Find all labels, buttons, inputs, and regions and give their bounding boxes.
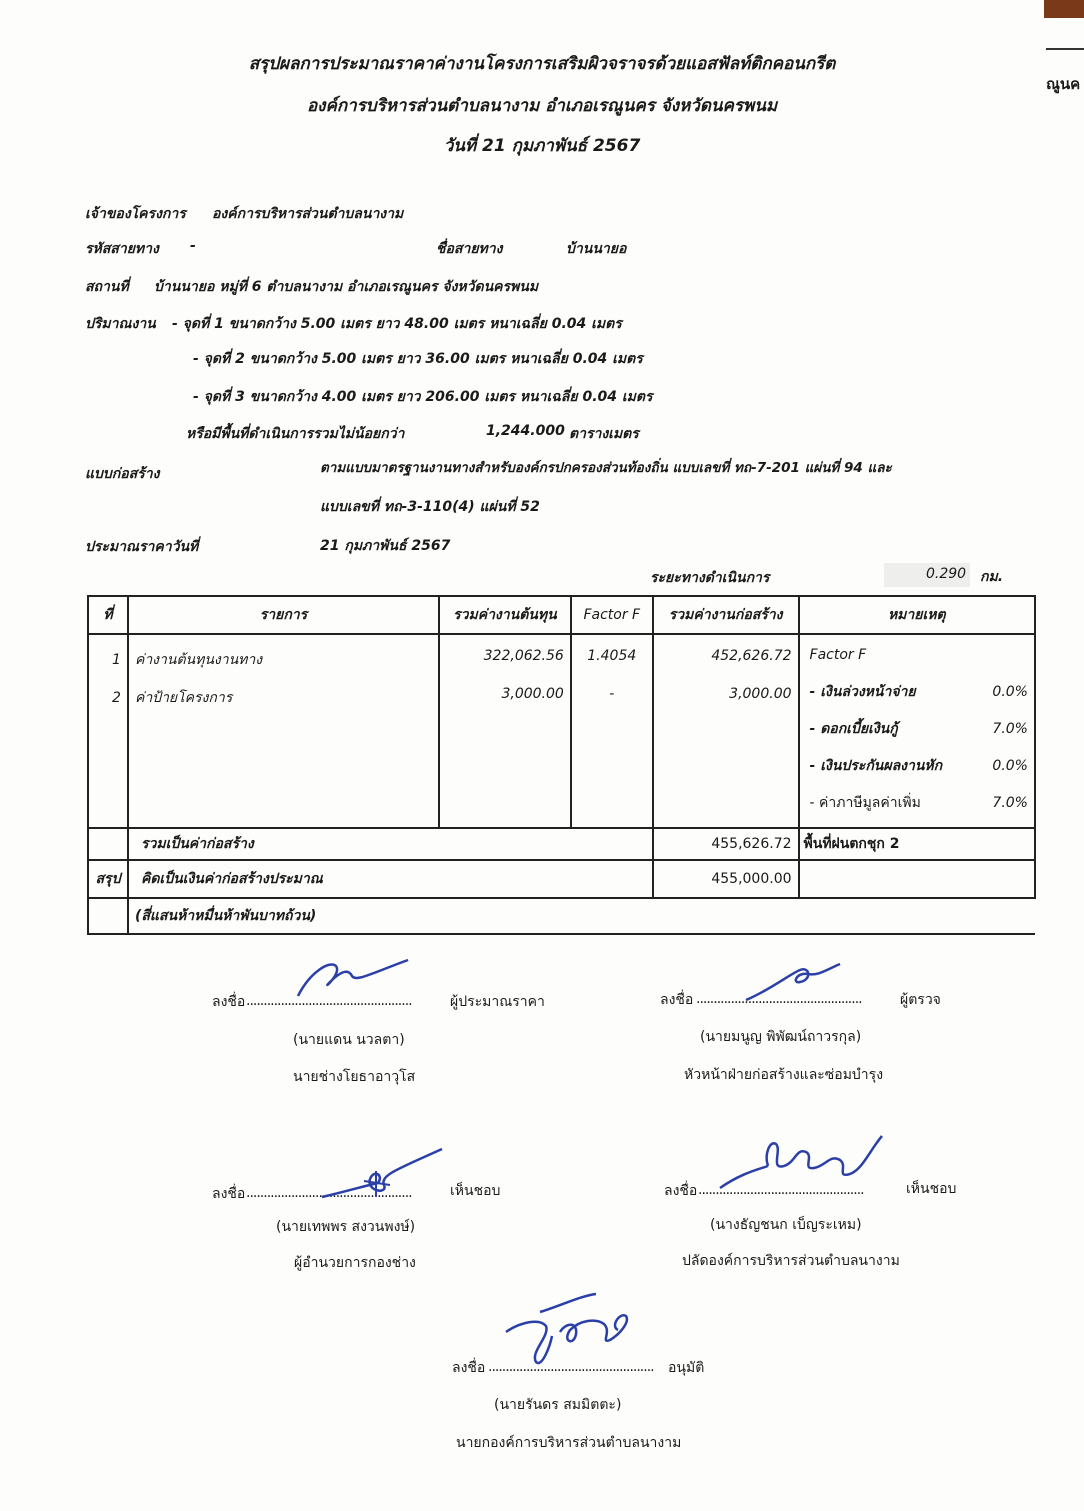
- sign-4-dots: ................................................: [698, 1182, 864, 1198]
- sign-1-dots: ................................................: [246, 993, 412, 1009]
- summary-remark-cell: [799, 860, 1035, 898]
- zone-label: พื้นที่ฝนตกชุก 2: [799, 828, 1035, 860]
- sign-1-name: (นายแดน นวลตา): [293, 1032, 405, 1048]
- sign-4-role: เห็นชอบ: [906, 1181, 957, 1197]
- row-2-factor: -: [609, 686, 615, 702]
- route-code-label: รหัสสายทาง: [85, 241, 159, 257]
- row-1-construct: 452,626.72: [711, 648, 792, 664]
- signature-3-mark: [318, 1145, 448, 1205]
- row-1-no: 1: [112, 652, 121, 668]
- rows-cost: [439, 634, 571, 828]
- table-body-row: [88, 634, 1035, 828]
- page-edge-shadow: [1044, 0, 1084, 18]
- signature-4-mark: [710, 1130, 890, 1200]
- total-value: 455,626.72: [653, 828, 799, 860]
- row-2-construct: 3,000.00: [729, 686, 792, 702]
- sign-3-name: (นายเทพพร สงวนพงษ์): [276, 1219, 416, 1235]
- route-code-value: -: [190, 238, 196, 254]
- summary-label: สรุป: [88, 860, 128, 898]
- rows-no: [88, 634, 128, 828]
- sign-4-name: (นางธัญชนก เบ็ญระเหม): [710, 1217, 862, 1233]
- row-2-item: ค่าป้ายโครงการ: [134, 690, 233, 706]
- rows-construct: [653, 634, 799, 828]
- edge-divider: [1046, 48, 1084, 50]
- distance-label: ระยะทางดำเนินการ: [650, 570, 770, 586]
- owner-label: เจ้าของโครงการ: [85, 206, 186, 222]
- sign-1-role: ผู้ประมาณราคา: [450, 994, 545, 1010]
- summary-value: 455,000.00: [653, 860, 799, 898]
- area-unit: ตารางเมตร: [569, 426, 639, 442]
- sign-1-position: นายช่างโยธาอาวุโส: [293, 1069, 416, 1085]
- sign-3-position: ผู้อำนวยการกองช่าง: [294, 1255, 416, 1271]
- area-label: หรือมีพื้นที่ดำเนินการรวมไม่น้อยกว่า: [186, 426, 405, 442]
- remark-label: - ดอกเบี้ยเงินกู้: [809, 721, 898, 737]
- remark-value: 0.0%: [992, 684, 1028, 700]
- owner-value: องค์การบริหารส่วนตำบลนางาม: [212, 206, 404, 222]
- remark-label: - เงินประกันผลงานหัก: [809, 758, 943, 774]
- rows-factor: [571, 634, 653, 828]
- remark-item: [810, 785, 1028, 822]
- col-cost: รวมค่างานต้นทุน: [439, 596, 571, 634]
- row-2-no: 2: [112, 690, 121, 706]
- remark-label: - เงินล่วงหน้าจ่าย: [809, 684, 916, 700]
- sign-2-name: (นายมนูญ พิพัฒน์ถาวรกุล): [700, 1029, 862, 1045]
- remark-value: 7.0%: [992, 795, 1028, 811]
- sign-4-position: ปลัดองค์การบริหารส่วนตำบลนางาม: [682, 1253, 900, 1269]
- sign-2-role: ผู้ตรวจ: [900, 992, 941, 1008]
- signature-1-mark: [290, 952, 420, 1002]
- row-1-factor: 1.4054: [587, 648, 637, 664]
- remark-title: Factor F: [809, 647, 867, 663]
- estimate-date-value: 21 กุมภาพันธ์ 2567: [320, 538, 451, 554]
- total-label: รวมเป็นค่าก่อสร้าง: [128, 828, 653, 860]
- location-value: บ้านนายอ หมู่ที่ 6 ตำบลนางาม อำเภอเรณูนคร จังหวัดนครพนม: [154, 279, 539, 295]
- sign-2-dots: ................................................: [696, 991, 862, 1007]
- col-factor: Factor F: [571, 596, 653, 634]
- sign-2-prefix: ลงชื่อ: [660, 992, 694, 1008]
- route-name-label: ชื่อสายทาง: [436, 241, 503, 257]
- edge-text: ณูนค: [1046, 75, 1081, 93]
- col-item: รายการ: [128, 596, 439, 634]
- remark-item: [810, 748, 1028, 785]
- location-label: สถานที่: [85, 279, 129, 295]
- row-1-item: ค่างานต้นทุนงานทาง: [134, 652, 263, 668]
- remark-value: 0.0%: [992, 758, 1028, 774]
- total-no-cell: [88, 828, 128, 860]
- header-org: องค์การบริหารส่วนตำบลนางาม อำเภอเรณูนคร จังหวัดนครพนม: [306, 96, 778, 116]
- estimate-date-label: ประมาณราคาวันที่: [85, 539, 199, 555]
- sign-5-name: (นายรันดร สมมิตตะ): [494, 1397, 622, 1413]
- sign-4-prefix: ลงชื่อ: [664, 1183, 698, 1199]
- remark-item: [810, 674, 1028, 711]
- total-row: [88, 828, 1035, 860]
- summary-row: [88, 860, 1035, 898]
- distance-value: 0.290: [926, 566, 967, 582]
- sign-5-prefix: ลงชื่อ: [452, 1360, 486, 1376]
- words-no-cell: [88, 898, 128, 934]
- sign-3-dots: ................................................: [246, 1185, 412, 1201]
- area-value: 1,244.000: [486, 423, 565, 439]
- sign-3-prefix: ลงชื่อ: [212, 1186, 246, 1202]
- design-line-1: ตามแบบมาตรฐานงานทางสำหรับองค์กรปกครองส่วนท้องถิ่น แบบเลขที่ ทถ-7-201 แผ่นที่ 94 และ: [320, 460, 892, 476]
- point-3: - จุดที่ 3 ขนาดกว้าง 4.00 เมตร ยาว 206.00 เมตร หนาเฉลี่ย 0.04 เมตร: [193, 389, 653, 405]
- sign-5-position: นายกองค์การบริหารส่วนตำบลนางาม: [456, 1435, 682, 1451]
- design-line-2: แบบเลขที่ ทถ-3-110(4) แผ่นที่ 52: [320, 499, 540, 515]
- route-name-value: บ้านนายอ: [566, 241, 627, 257]
- signature-2-mark: [740, 960, 850, 1005]
- sign-5-dots: ................................................: [488, 1359, 654, 1375]
- row-2-cost: 3,000.00: [501, 686, 564, 702]
- remark-label: - ค่าภาษีมูลค่าเพิ่ม: [809, 795, 921, 811]
- summary-item: คิดเป็นเงินค่าก่อสร้างประมาณ: [128, 860, 653, 898]
- rows-remark: [799, 634, 1035, 828]
- remark-item: [810, 711, 1028, 748]
- design-label: แบบก่อสร้าง: [85, 466, 160, 482]
- quantity-label: ปริมาณงาน: [85, 316, 156, 332]
- col-remark: หมายเหตุ: [799, 596, 1035, 634]
- sign-3-role: เห็นชอบ: [450, 1183, 501, 1199]
- point-1: - จุดที่ 1 ขนาดกว้าง 5.00 เมตร ยาว 48.00 เมตร หนาเฉลี่ย 0.04 เมตร: [172, 316, 622, 332]
- row-1-cost: 322,062.56: [483, 648, 564, 664]
- sign-2-position: หัวหน้าฝ่ายก่อสร้างและซ่อมบำรุง: [684, 1067, 884, 1083]
- point-2: - จุดที่ 2 ขนาดกว้าง 5.00 เมตร ยาว 36.00 เมตร หนาเฉลี่ย 0.04 เมตร: [193, 351, 643, 367]
- summary-words: (สี่แสนห้าหมื่นห้าพันบาทถ้วน): [128, 898, 1035, 934]
- col-construct: รวมค่างานก่อสร้าง: [653, 596, 799, 634]
- header-title: สรุปผลการประมาณราคาค่างานโครงการเสริมผิวจราจรด้วยแอสฟัลท์ติกคอนกรีต: [248, 54, 836, 74]
- signature-5-mark: [500, 1292, 640, 1372]
- sign-5-role: อนุมัติ: [668, 1360, 705, 1376]
- distance-unit: กม.: [980, 569, 1004, 585]
- table-header-row: [88, 596, 1035, 634]
- rows-item: [128, 634, 439, 828]
- col-no: ที่: [88, 596, 128, 634]
- header-date: วันที่ 21 กุมภาพันธ์ 2567: [443, 136, 641, 156]
- words-row: [88, 898, 1035, 934]
- remark-value: 7.0%: [992, 721, 1028, 737]
- estimate-table: [87, 595, 1036, 935]
- sign-1-prefix: ลงชื่อ: [212, 994, 246, 1010]
